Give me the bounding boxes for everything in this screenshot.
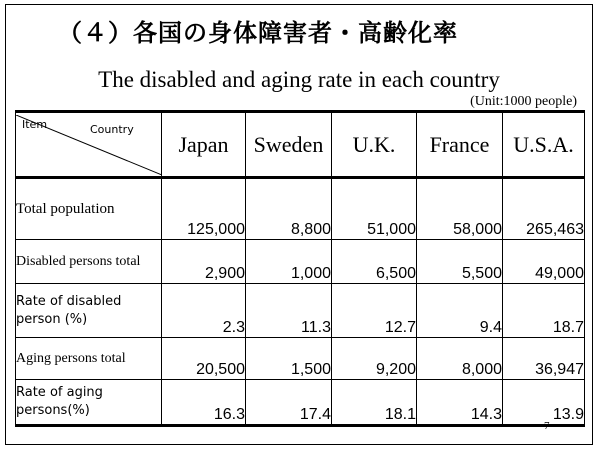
cell-value: 2,900	[162, 240, 246, 284]
row-label	[16, 284, 162, 338]
cell-value: 9.4	[417, 284, 503, 338]
page-number: 7	[544, 420, 550, 432]
header-row	[16, 112, 585, 178]
header-corner-cell	[16, 112, 162, 178]
row-label	[16, 380, 162, 426]
cell-value: 18.1	[332, 380, 417, 426]
corner-item-label: Item	[22, 117, 48, 131]
column-header-usa: U.S.A.	[503, 112, 585, 178]
table-row-disabled-total	[16, 240, 585, 284]
cell-value: 2.3	[162, 284, 246, 338]
cell-value: 6,500	[332, 240, 417, 284]
unit-label: (Unit:1000 people)	[470, 94, 577, 109]
cell-value: 36,947	[503, 338, 585, 380]
cell-value: 265,463	[503, 178, 585, 240]
row-label: Total population	[16, 178, 162, 240]
cell-value: 18.7	[503, 284, 585, 338]
table-row-aging-total	[16, 338, 585, 380]
cell-value: 5,500	[417, 240, 503, 284]
column-header-japan: Japan	[162, 112, 246, 178]
cell-value: 8,000	[417, 338, 503, 380]
cell-value: 12.7	[332, 284, 417, 338]
cell-value: 11.3	[246, 284, 332, 338]
japanese-title: （４）各国の身体障害者・高齢化率	[58, 19, 458, 47]
column-header-sweden: Sweden	[246, 112, 332, 178]
data-table	[15, 110, 585, 427]
english-title: The disabled and aging rate in each country	[98, 67, 500, 92]
cell-value: 16.3	[162, 380, 246, 426]
row-label-line1: Rate of disabled	[16, 293, 122, 309]
cell-value: 8,800	[246, 178, 332, 240]
row-label-line1: Rate of aging	[16, 385, 103, 400]
table-row-total-population	[16, 178, 585, 240]
cell-value: 58,000	[417, 178, 503, 240]
cell-value: 49,000	[503, 240, 585, 284]
column-header-uk: U.K.	[332, 112, 417, 178]
corner-country-label: Country	[90, 122, 134, 136]
cell-value: 20,500	[162, 338, 246, 380]
row-label: Disabled persons total	[16, 240, 162, 284]
cell-value: 14.3	[417, 380, 503, 426]
table-row-disabled-rate	[16, 284, 585, 338]
cell-value: 9,200	[332, 338, 417, 380]
cell-value: 125,000	[162, 178, 246, 240]
row-label-line2: persons(%)	[16, 403, 90, 418]
cell-value: 17.4	[246, 380, 332, 426]
row-label: Aging persons total	[16, 338, 162, 380]
table-row-aging-rate	[16, 380, 585, 426]
column-header-france: France	[417, 112, 503, 178]
cell-value: 1,500	[246, 338, 332, 380]
cell-value: 13.9	[503, 380, 585, 426]
cell-value: 51,000	[332, 178, 417, 240]
row-label-line2: person (%)	[16, 311, 88, 327]
cell-value: 1,000	[246, 240, 332, 284]
